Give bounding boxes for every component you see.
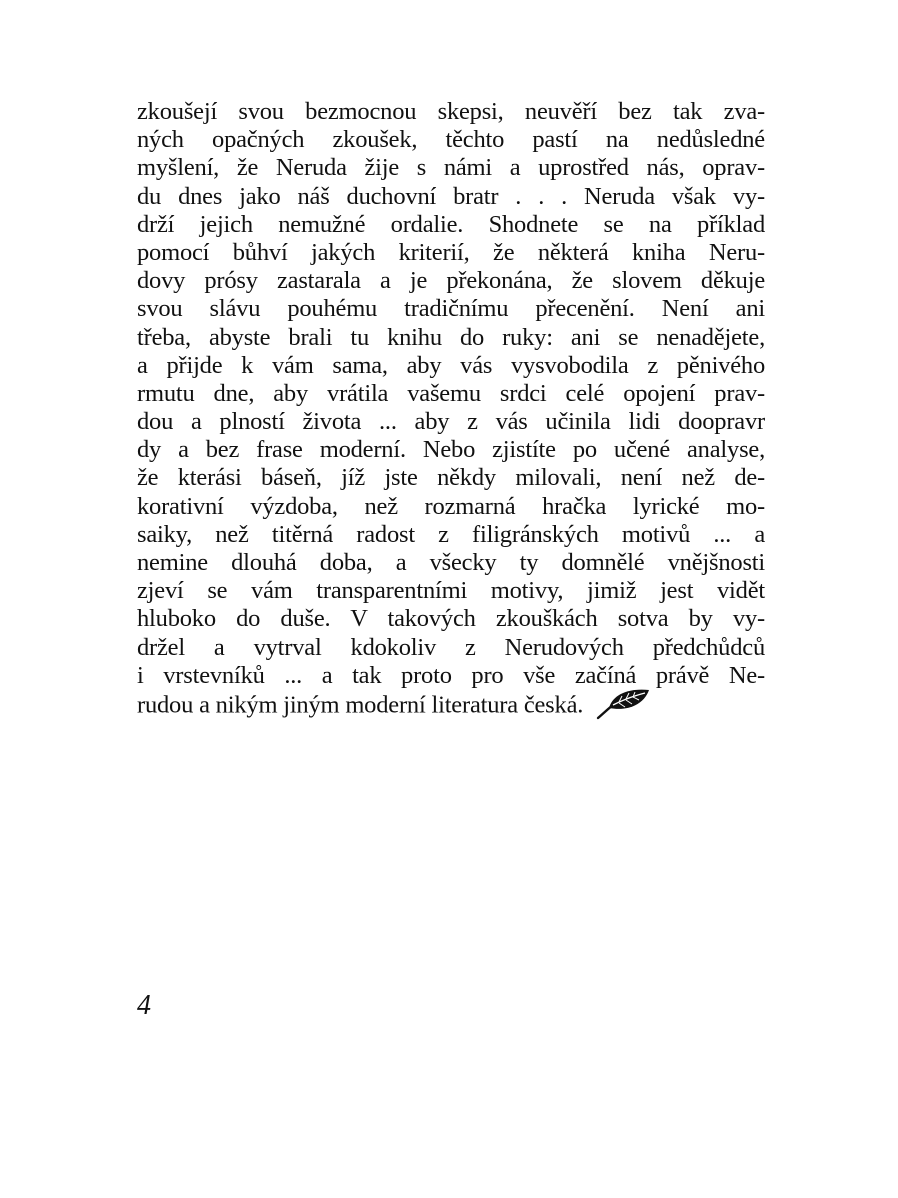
- text-line: dou a plností života ... aby z vás učinila lidi doopravr: [137, 408, 765, 436]
- text-line: zkoušejí svou bezmocnou skepsi, neuvěří bez tak zva-: [137, 98, 765, 125]
- text-line: třeba, abyste brali tu knihu do ruky: ani se nenadějete,: [137, 323, 765, 351]
- last-line-text: rudou a nikým jiným moderní literatura česká.: [137, 691, 584, 719]
- text-line: hluboko do duše. V takových zkouškách sotva by vy-: [137, 605, 765, 633]
- text-line: zjeví se vám transparentními motivy, jimiž jest vidět: [137, 577, 765, 605]
- body-text: [137, 98, 765, 718]
- text-line: i vrstevníků ... a tak proto pro vše začíná právě Ne-: [137, 661, 765, 689]
- text-line: du dnes jako náš duchovní bratr . . . Neruda však vy-: [137, 182, 765, 210]
- text-line: ných opačných zkoušek, těchto pastí na nedůsledné: [137, 126, 765, 154]
- text-line: dovy prósy zastarala a je překonána, že slovem děkuje: [137, 267, 765, 295]
- text-line: svou slávu pouhému tradičnímu přecenění. Není ani: [137, 295, 765, 323]
- text-line: myšlení, že Neruda žije s námi a uprostřed nás, oprav-: [137, 154, 765, 182]
- text-line: držel a vytrval kdokoliv z Nerudových předchůdců: [137, 633, 765, 661]
- text-line: rmutu dne, aby vrátila vašemu srdci celé opojení prav-: [137, 379, 765, 407]
- text-line: že kterási báseň, jíž jste někdy milovali, není než de-: [137, 464, 765, 492]
- text-line: saiky, než titěrná radost z filigránských motivů ... a: [137, 520, 765, 548]
- text-line: nemine dlouhá doba, a všecky ty domnělé vnějšnosti: [137, 549, 765, 576]
- text-line-last: [137, 690, 765, 718]
- leaf-ornament-icon: [595, 686, 653, 720]
- text-line: a přijde k vám sama, aby vás vysvobodila z pěnivého: [137, 351, 765, 379]
- text-line: drží jejich nemužné ordalie. Shodnete se na příklad: [137, 210, 765, 238]
- page-number: 4: [137, 990, 151, 1021]
- text-line: korativní výzdoba, než rozmarná hračka lyrické mo-: [137, 492, 765, 520]
- text-line: pomocí bůhví jakých kriterií, že některá kniha Neru-: [137, 238, 765, 266]
- text-line: dy a bez frase moderní. Nebo zjistíte po učené analyse,: [137, 436, 765, 464]
